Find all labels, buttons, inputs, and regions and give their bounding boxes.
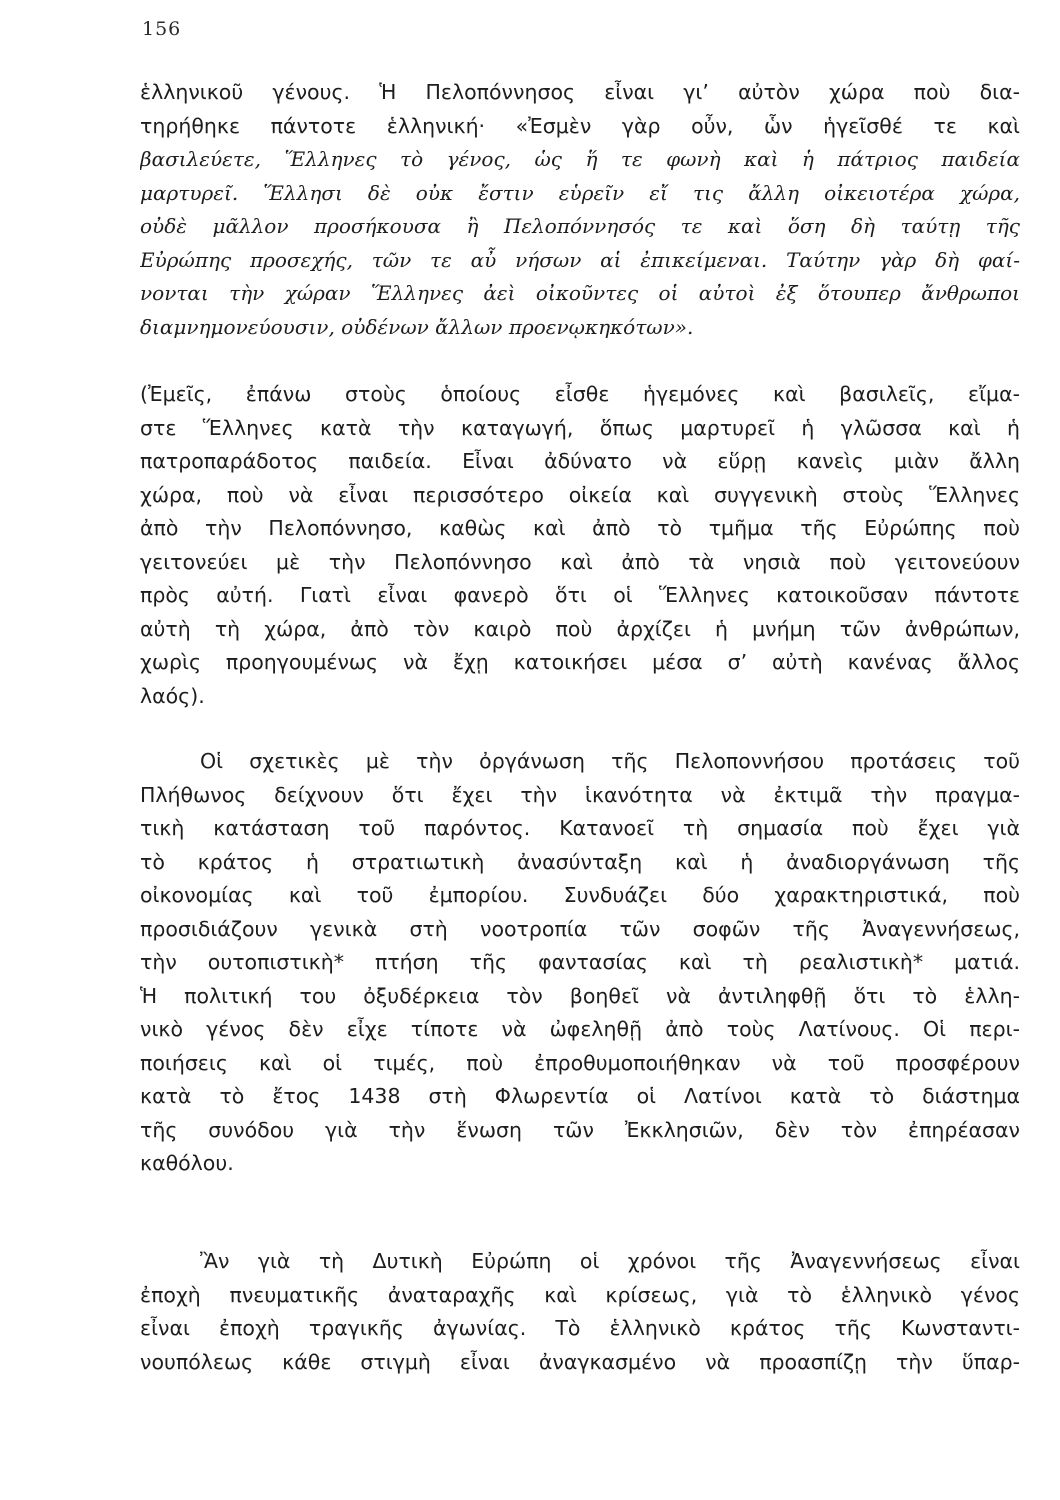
page-number: 156: [142, 18, 182, 40]
text-line-italic: βασιλεύετε, Ἕλληνες τὸ γένος, ὡς ἥ τε φωνὴ καὶ ἡ πάτριος παιδεία: [140, 147, 1020, 171]
text-line-italic: Εὐρώπης προσεχής, τῶν τε αὖ νήσων αἱ ἐπικείμεναι. Ταύτην γὰρ δὴ φαί-: [140, 247, 1020, 272]
text-line: προσιδιάζουν γενικὰ στὴ νοοτροπία τῶν σοφῶν τῆς Ἀναγεννήσεως,: [140, 916, 1020, 941]
text-line: ἑλληνικοῦ γένους. Ἡ Πελοπόννησος εἶναι γι’ αὐτὸν χώρα ποὺ δια-: [140, 80, 1020, 104]
paragraph-quote: [140, 76, 1020, 344]
text-line: (Ἐμεῖς, ἐπάνω στοὺς ὁποίους εἶσθε ἡγεμόνες καὶ βασιλεῖς, εἴμα-: [140, 382, 1020, 406]
text-line: χώρα, ποὺ νὰ εἶναι περισσότερο οἰκεία καὶ συγγενικὴ στοὺς Ἕλληνες: [140, 482, 1020, 507]
text-line: χωρὶς προηγουμένως νὰ ἔχῃ κατοικήσει μέσα σ’ αὐτὴ κανένας ἄλλος: [140, 650, 1020, 674]
text-line: νουπόλεως κάθε στιγμὴ εἶναι ἀναγκασμένο νὰ προασπίζῃ τὴν ὕπαρ-: [140, 1349, 1020, 1374]
paragraph-translation: [140, 378, 1020, 713]
text-line: λαός).: [140, 683, 205, 708]
text-line-italic: διαμνημονεύουσιν, οὐδένων ἄλλων προενῳκηκότων».: [140, 314, 694, 339]
text-line: καθόλου.: [140, 1151, 234, 1175]
text-line: ποιήσεις καὶ οἱ τιμές, ποὺ ἐπροθυμοποιήθηκαν νὰ τοῦ προσφέρουν: [140, 1050, 1020, 1075]
text-line-italic: μαρτυρεῖ. Ἕλλησι δὲ οὐκ ἔστιν εὑρεῖν εἴ τις ἄλλη οἰκειοτέρα χώρα,: [140, 180, 1020, 205]
paragraph-body: [140, 1245, 1020, 1379]
text-line: Πλήθωνος δείχνουν ὅτι ἔχει τὴν ἱκανότητα νὰ ἐκτιμᾶ τὴν πραγμα-: [140, 782, 1020, 807]
text-line-italic: οὐδὲ μᾶλλον προσήκουσα ἢ Πελοπόννησός τε καὶ ὅση δὴ ταύτῃ τῆς: [140, 214, 1020, 238]
text-line-italic: νονται τὴν χώραν Ἕλληνες ἀεὶ οἰκοῦντες οἱ αὐτοὶ ἐξ ὅτουπερ ἄνθρωποι: [140, 281, 1020, 305]
text-line: γειτονεύει μὲ τὴν Πελοπόννησο καὶ ἀπὸ τὰ νησιὰ ποὺ γειτονεύουν: [140, 549, 1020, 574]
text-line: πρὸς αὐτή. Γιατὶ εἶναι φανερὸ ὅτι οἱ Ἕλληνες κατοικοῦσαν πάντοτε: [140, 583, 1020, 607]
text-line: αὐτὴ τὴ χώρα, ἀπὸ τὸν καιρὸ ποὺ ἀρχίζει ἡ μνήμη τῶν ἀνθρώπων,: [140, 616, 1020, 641]
text-line: Οἱ σχετικὲς μὲ τὴν ὀργάνωση τῆς Πελοποννήσου προτάσεις τοῦ: [200, 749, 1020, 773]
text-line: τηρήθηκε πάντοτε ἑλληνική· «Ἐσμὲν γὰρ οὖν, ὧν ἡγεῖσθέ τε καὶ: [140, 113, 1020, 138]
text-line: στε Ἕλληνες κατὰ τὴν καταγωγή, ὅπως μαρτυρεῖ ἡ γλῶσσα καὶ ἡ: [140, 415, 1020, 440]
text-line: Ἂν γιὰ τὴ Δυτικὴ Εὐρώπη οἱ χρόνοι τῆς Ἀναγεννήσεως εἶναι: [200, 1249, 1020, 1273]
text-line: τῆς συνόδου γιὰ τὴν ἕνωση τῶν Ἐκκλησιῶν, δὲν τὸν ἐπηρέασαν: [140, 1117, 1020, 1142]
paragraph-body: [140, 745, 1020, 1181]
text-line: τὴν ουτοπιστικὴ* πτήση τῆς φαντασίας καὶ τὴ ρεαλιστικὴ* ματιά.: [140, 950, 1020, 974]
text-line: νικὸ γένος δὲν εἶχε τίποτε νὰ ὠφεληθῇ ἀπὸ τοὺς Λατίνους. Οἱ περι-: [140, 1017, 1020, 1041]
text-line: Ἡ πολιτική του ὀξυδέρκεια τὸν βοηθεῖ νὰ ἀντιληφθῇ ὅτι τὸ ἑλλη-: [140, 983, 1020, 1008]
text-line: ἀπὸ τὴν Πελοπόννησο, καθὼς καὶ ἀπὸ τὸ τμῆμα τῆς Εὐρώπης ποὺ: [140, 516, 1020, 540]
text-line: τὸ κράτος ἡ στρατιωτικὴ ἀνασύνταξη καὶ ἡ ἀναδιοργάνωση τῆς: [140, 849, 1020, 874]
text-line: κατὰ τὸ ἔτος 1438 στὴ Φλωρεντία οἱ Λατίνοι κατὰ τὸ διάστημα: [140, 1084, 1020, 1108]
text-line: οἰκονομίας καὶ τοῦ ἐμπορίου. Συνδυάζει δύο χαρακτηριστικά, ποὺ: [140, 883, 1020, 907]
text-line: πατροπαράδοτος παιδεία. Εἶναι ἀδύνατο νὰ εὕρῃ κανεὶς μιὰν ἄλλη: [140, 449, 1020, 473]
text-line: τικὴ κατάσταση τοῦ παρόντος. Κατανοεῖ τὴ σημασία ποὺ ἔχει γιὰ: [140, 816, 1020, 840]
text-line: ἐποχὴ πνευματικῆς ἀναταραχῆς καὶ κρίσεως, γιὰ τὸ ἑλληνικὸ γένος: [140, 1282, 1020, 1307]
text-line: εἶναι ἐποχὴ τραγικῆς ἀγωνίας. Τὸ ἑλληνικὸ κράτος τῆς Κωνσταντι-: [140, 1316, 1020, 1340]
